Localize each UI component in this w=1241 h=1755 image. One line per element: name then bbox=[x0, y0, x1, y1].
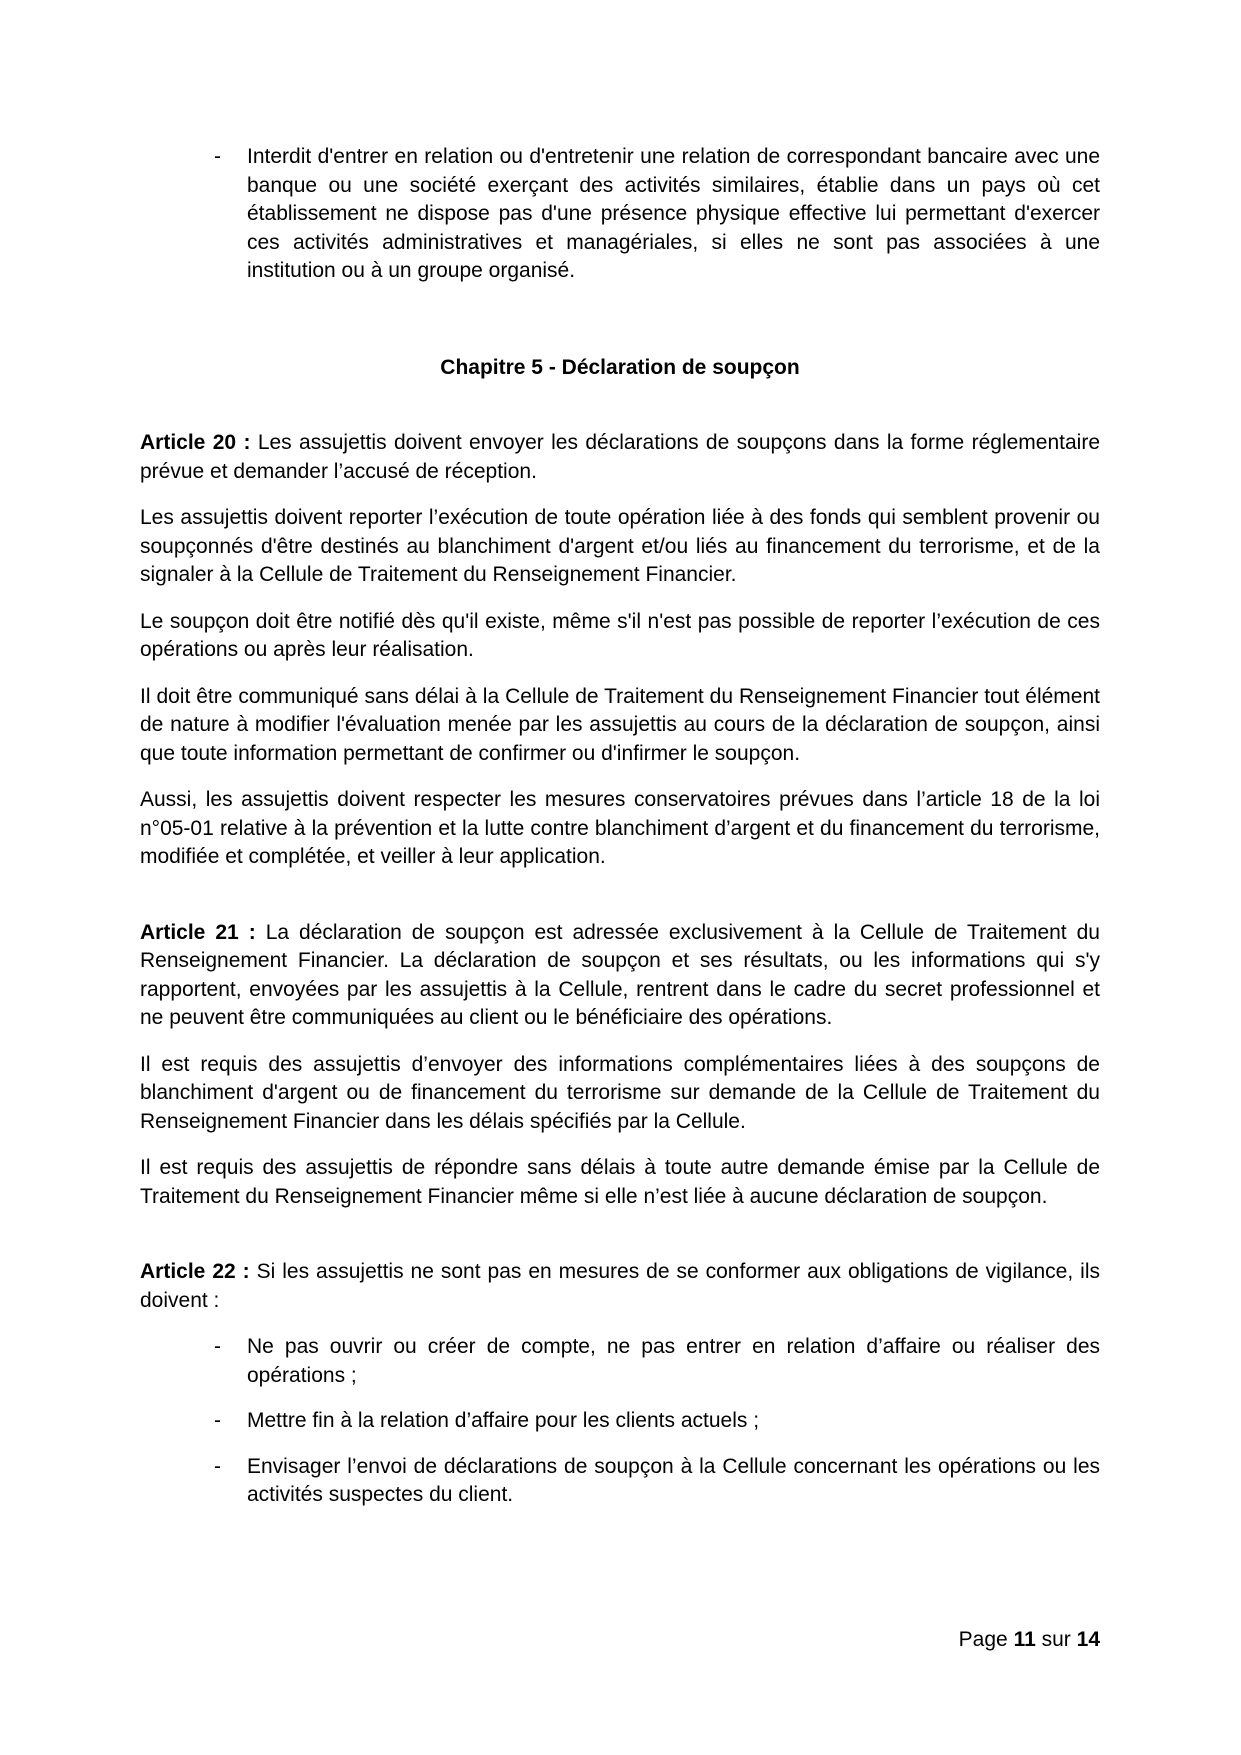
article-20-paragraph-1 bbox=[140, 429, 1100, 486]
bullet-dash-marker: - bbox=[214, 145, 221, 168]
bullet-dash-marker: - bbox=[214, 1335, 221, 1358]
list-item bbox=[140, 1333, 1100, 1390]
article-20-paragraph-4: Il doit être communiqué sans délai à la Cellule de Traitement du Renseignement Financier tout élément de nature à modifier l'évaluation menée par les assujettis au cours de la déclaration de soupçon, ainsi que toute information permettant de confirmer ou d'infirmer le soupçon. bbox=[140, 684, 1100, 765]
intro-list-item bbox=[140, 143, 1100, 286]
chapter-heading: Chapitre 5 - Déclaration de soupçon bbox=[440, 355, 800, 379]
list-item bbox=[140, 1407, 1100, 1436]
footer-page-word: Page bbox=[958, 1628, 1008, 1651]
article-21-paragraph-1-text: La déclaration de soupçon est adressée exclusivement à la Cellule de Traitement du Renseignement Financier. La déclaration de soupçon et ses résultats, ou les informations qui s'y rapportent, envoyées par les assujettis à la Cellule, rentrent dans le cadre du secret professionnel et ne peuvent être communiquées au client ou le bénéficiaire des opérations. bbox=[140, 920, 1100, 1029]
article-21-paragraph-2: Il est requis des assujettis d’envoyer des informations complémentaires liées à des soupçons de blanchiment d'argent ou de financement du terrorisme sur demande de la Cellule de Traitement du Renseignement Financier dans les délais spécifiés par la Cellule. bbox=[140, 1052, 1100, 1133]
article-20-paragraph-1-text: Les assujettis doivent envoyer les déclarations de soupçons dans la forme réglementaire prévue et demander l’accusé de réception. bbox=[140, 431, 1100, 483]
article-20-paragraph-3: Le soupçon doit être notifié dès qu'il existe, même s'il n'est pas possible de reporter l’exécution de ces opérations ou après leur réalisation. bbox=[140, 609, 1100, 661]
footer-of-word: sur bbox=[1041, 1628, 1071, 1651]
article-22-list bbox=[140, 1333, 1100, 1510]
article-20-paragraph-5: Aussi, les assujettis doivent respecter les mesures conservatoires prévues dans l’article 18 de la loi n°05-01 relative à la prévention et la lutte contre blanchiment d’argent et du financement du terrorisme, modifiée et complétée, et veiller à leur application. bbox=[140, 788, 1100, 868]
bullet-dash-marker: - bbox=[214, 1409, 221, 1432]
list-item-text: Ne pas ouvrir ou créer de compte, ne pas entrer en relation d’affaire ou réaliser des opérations ; bbox=[247, 1335, 1100, 1387]
footer-page-number: 11 bbox=[1013, 1628, 1036, 1651]
article-21-paragraph-1 bbox=[140, 919, 1100, 1033]
list-item-text: Mettre fin à la relation d’affaire pour les clients actuels ; bbox=[247, 1409, 760, 1432]
article-22-label: Article 22 : bbox=[140, 1260, 250, 1283]
article-20-paragraph-2: Les assujettis doivent reporter l’exécution de toute opération liée à des fonds qui semblent provenir ou soupçonnés d'être destinés au blanchiment d'argent et/ou liés au financement du terrorisme, et de la signaler à la Cellule de Traitement du Renseignement Financier. bbox=[140, 506, 1100, 586]
page-footer bbox=[959, 1626, 1100, 1655]
article-22-paragraph-1-text: Si les assujettis ne sont pas en mesures de se conformer aux obligations de vigilance, ils doivent : bbox=[140, 1260, 1100, 1312]
article-20-label: Article 20 : bbox=[140, 431, 251, 454]
footer-page-total: 14 bbox=[1076, 1628, 1100, 1651]
intro-list-item-text: Interdit d'entrer en relation ou d'entretenir une relation de correspondant bancaire avec une banque ou une société exerçant des activités similaires, établie dans un pays où cet établissement ne dispose pas d'une présence physique effective lui permettant d'exercer ces activités administratives et managériales, si elles ne sont pas associées à une institution ou à un groupe organisé. bbox=[247, 145, 1100, 282]
article-21-paragraph-3: Il est requis des assujettis de répondre sans délais à toute autre demande émise par la Cellule de Traitement du Renseignement Financier même si elle n’est liée à aucune déclaration de soupçon. bbox=[140, 1156, 1100, 1208]
article-21-label: Article 21 : bbox=[140, 920, 256, 944]
article-22-paragraph-1 bbox=[140, 1258, 1100, 1315]
list-item bbox=[140, 1453, 1100, 1510]
list-item-text: Envisager l’envoi de déclarations de soupçon à la Cellule concernant les opérations ou les activités suspectes du client. bbox=[247, 1454, 1100, 1506]
bullet-dash-marker: - bbox=[214, 1454, 221, 1478]
